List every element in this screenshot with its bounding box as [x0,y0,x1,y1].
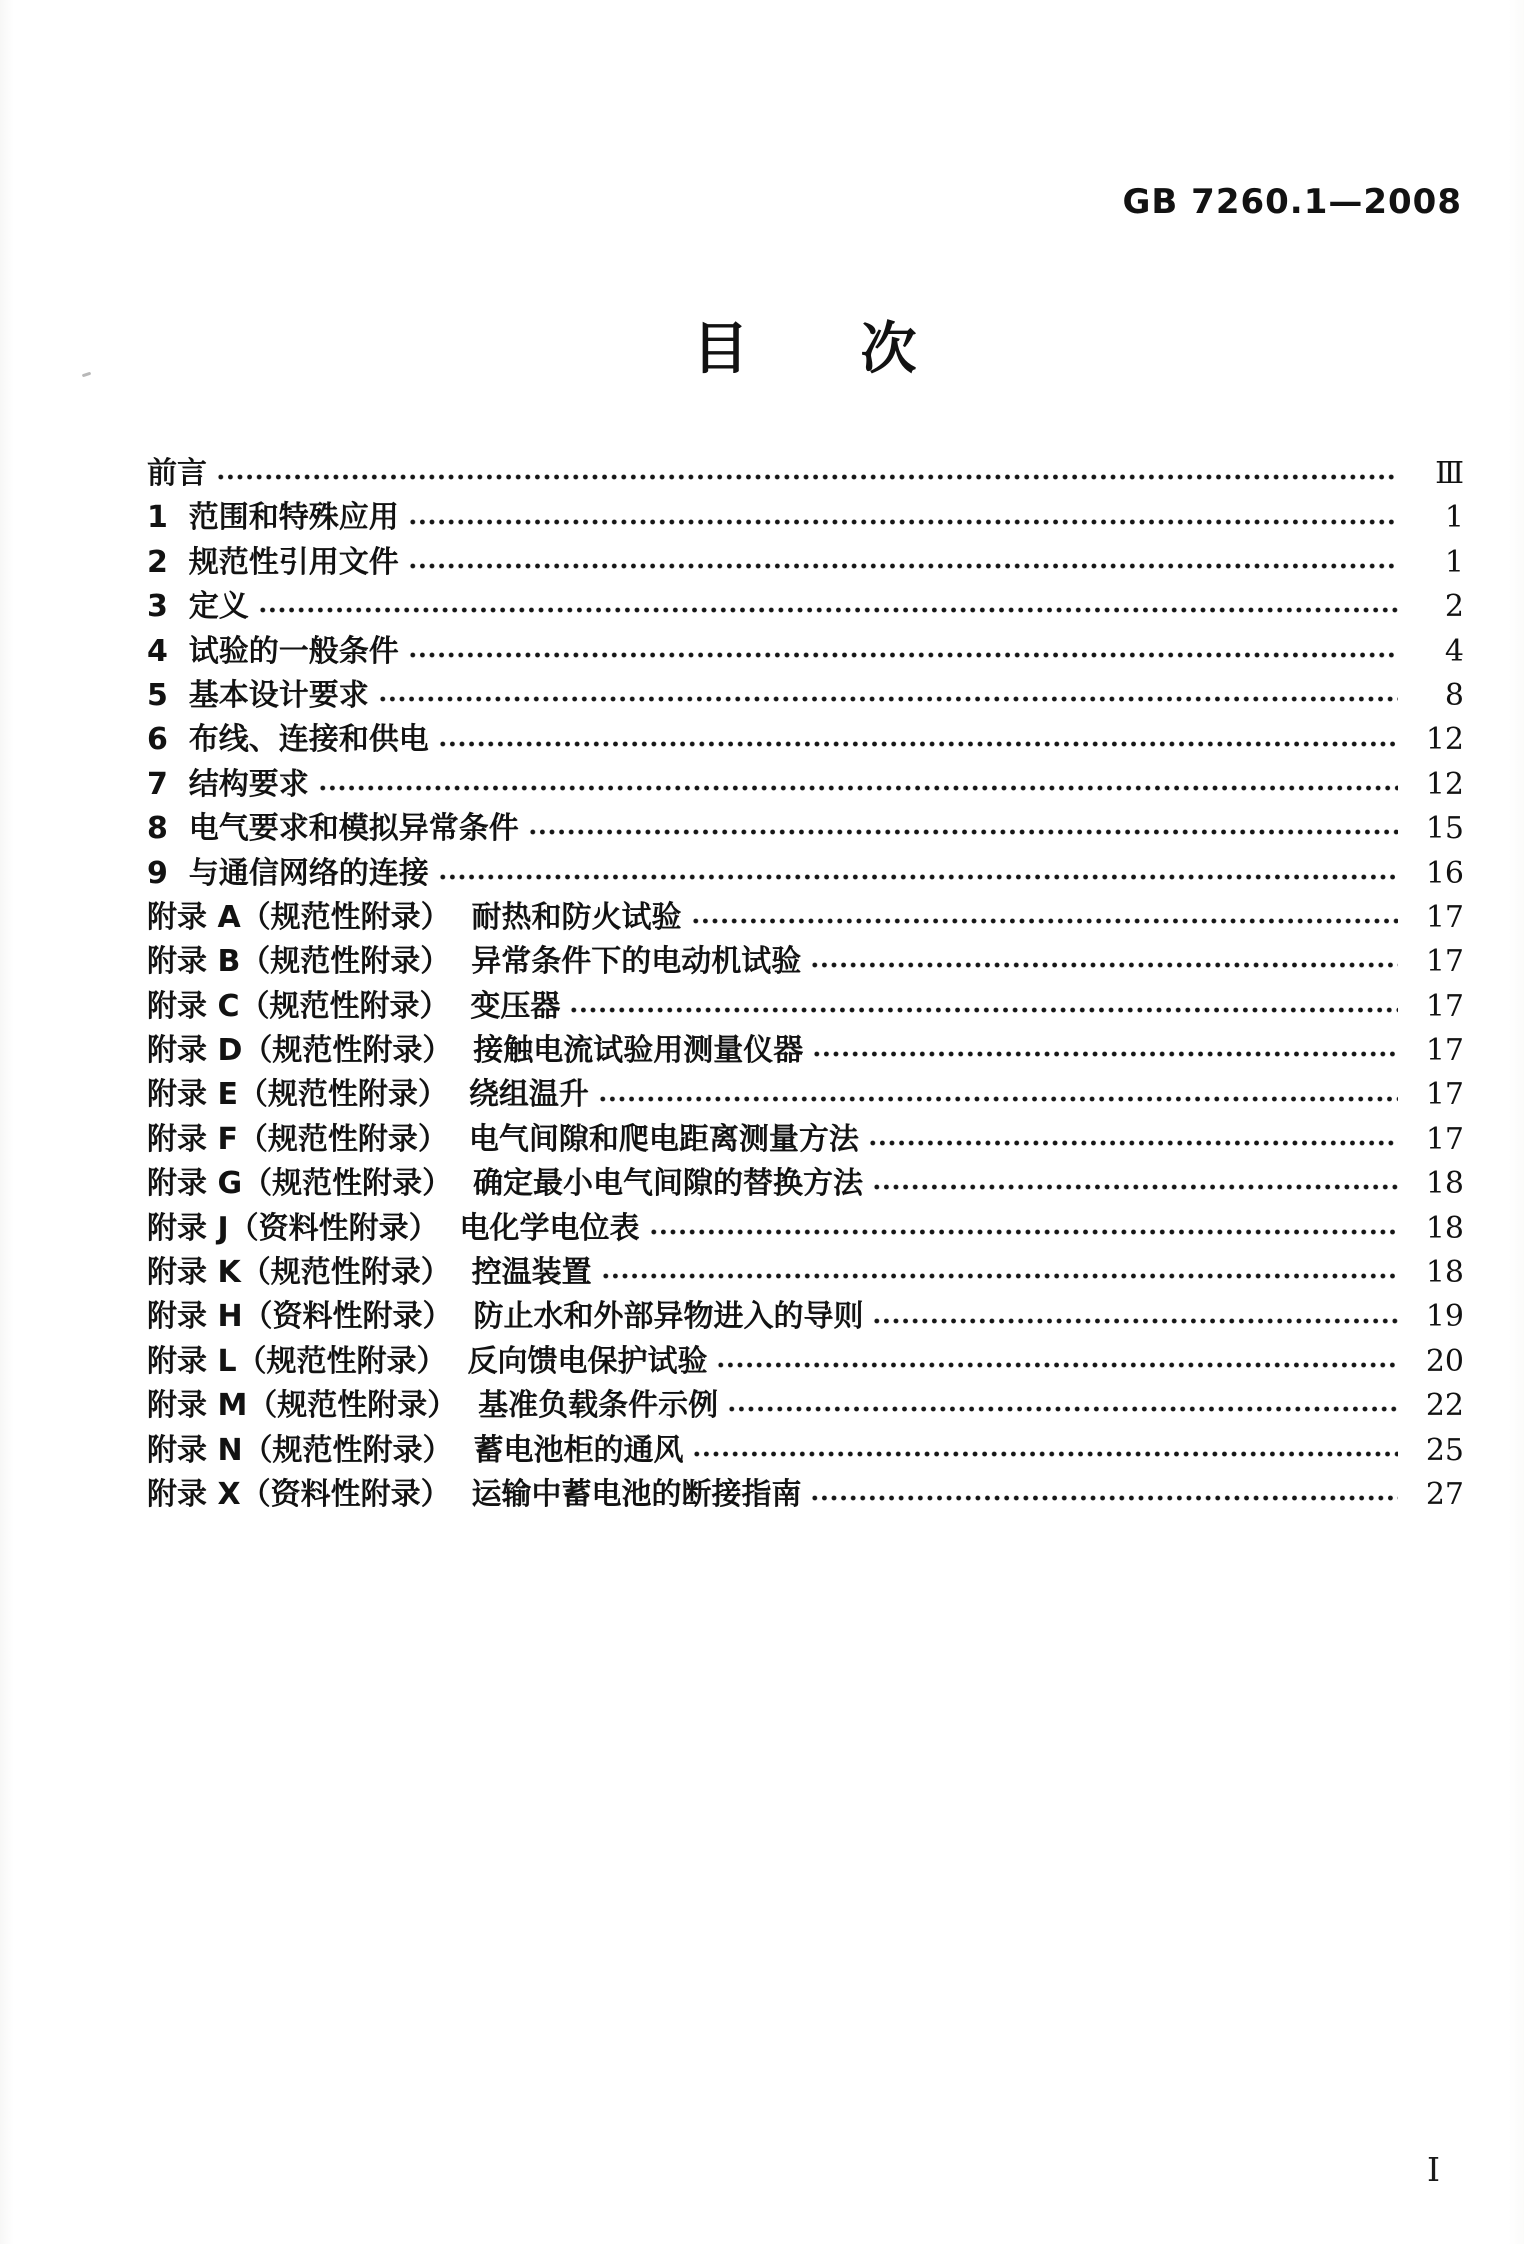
toc-leader-dots [408,561,1398,571]
toc-entry-label: 9 与通信网络的连接 [147,855,429,891]
toc-entry [147,1295,1464,1339]
toc-entry [147,1340,1464,1384]
toc-leader-dots [408,517,1398,527]
toc-entry [147,1429,1464,1473]
toc-leader-dots [601,1271,1398,1281]
toc-page-number: 12 [1425,722,1464,758]
toc-leader-dots [318,783,1398,793]
toc-entry-label: 2 规范性引用文件 [147,544,399,580]
toc-entry-label: 6 布线、连接和供电 [147,722,429,758]
toc-leader-dots [872,1316,1398,1326]
toc-entry-label: 附录 F（规范性附录） 电气间隙和爬电距离测量方法 [147,1121,859,1157]
toc-entry [147,541,1464,585]
toc-entry [147,940,1464,984]
toc-page-number: 1 [1444,500,1464,536]
toc-entry-label: 附录 E（规范性附录） 绕组温升 [147,1077,589,1113]
toc-page-number: 2 [1444,589,1464,625]
page-title: 目 次 [692,317,917,382]
toc-leader-dots [569,1005,1398,1015]
toc-page-number: 16 [1425,855,1464,891]
toc-entry [147,585,1464,629]
scan-artifact-mark [82,372,91,378]
toc-entry [147,1162,1464,1206]
toc-entry-label: 4 试验的一般条件 [147,633,399,669]
toc-entry [147,1207,1464,1251]
toc-leader-dots [258,605,1398,615]
toc-leader-dots [438,739,1398,749]
toc-page-number: Ⅲ [1435,456,1464,491]
standard-number-header: GB 7260.1—2008 [1122,182,1462,222]
toc-page-number: 18 [1425,1166,1464,1202]
toc-entry [147,1118,1464,1162]
toc-entry-label: 附录 X（资料性附录） 运输中蓄电池的断接指南 [147,1476,802,1512]
table-of-contents [147,452,1464,1517]
toc-entry [147,674,1464,718]
toc-leader-dots [872,1182,1398,1192]
toc-entry [147,496,1464,540]
toc-leader-dots [598,1094,1398,1104]
toc-entry [147,852,1464,896]
toc-page-number: 17 [1425,988,1464,1024]
toc-page-number: 17 [1425,1033,1464,1069]
footer-page-number: Ⅰ [1426,2150,1440,2189]
toc-leader-dots [868,1138,1398,1148]
toc-entry [147,1029,1464,1073]
toc-entry [147,1384,1464,1428]
toc-entry-label: 3 定义 [147,589,249,625]
toc-entry [147,985,1464,1029]
toc-page-number: 17 [1425,1077,1464,1113]
toc-entry [147,1473,1464,1517]
toc-leader-dots [716,1360,1398,1370]
toc-entry [147,896,1464,940]
toc-leader-dots [727,1404,1398,1414]
toc-leader-dots [810,960,1398,970]
toc-entry-label: 5 基本设计要求 [147,677,369,713]
toc-entry-label: 1 范围和特殊应用 [147,500,399,536]
toc-page-number: 17 [1425,944,1464,980]
toc-leader-dots [438,872,1398,882]
toc-entry [147,1251,1464,1295]
toc-entry-label: 附录 H（资料性附录） 防止水和外部异物进入的导则 [147,1299,864,1335]
toc-entry [147,763,1464,807]
toc-entry [147,630,1464,674]
toc-entry [147,718,1464,762]
toc-entry-label: 附录 K（规范性附录） 控温装置 [147,1255,592,1291]
toc-entry-label: 附录 N（规范性附录） 蓄电池柜的通风 [147,1432,684,1468]
toc-leader-dots [649,1227,1399,1237]
toc-entry-label: 附录 A（规范性附录） 耐热和防火试验 [147,899,682,935]
toc-entry-label: 附录 J（资料性附录） 电化学电位表 [147,1210,640,1246]
toc-leader-dots [378,694,1398,704]
toc-entry-label: 附录 M（规范性附录） 基准负载条件示例 [147,1388,719,1424]
toc-leader-dots [691,916,1398,926]
toc-entry [147,1073,1464,1117]
toc-entry-label: 附录 L（规范性附录） 反向馈电保护试验 [147,1343,708,1379]
toc-leader-dots [408,650,1398,660]
toc-entry-label: 附录 C（规范性附录） 变压器 [147,988,561,1024]
toc-page-number: 19 [1425,1299,1464,1335]
toc-page-number: 18 [1425,1210,1464,1246]
toc-page-number: 17 [1425,1121,1464,1157]
toc-leader-dots [216,472,1398,482]
toc-entry-label: 附录 D（规范性附录） 接触电流试验用测量仪器 [147,1033,804,1069]
toc-leader-dots [528,827,1398,837]
toc-page-number: 1 [1444,544,1464,580]
toc-entry [147,452,1464,496]
toc-leader-dots [810,1493,1398,1503]
toc-page-number: 27 [1425,1476,1464,1512]
toc-entry-label: 前言 [147,456,207,491]
toc-entry [147,807,1464,851]
toc-entry-label: 8 电气要求和模拟异常条件 [147,811,519,847]
toc-page-number: 15 [1425,811,1464,847]
toc-page-number: 18 [1425,1255,1464,1291]
toc-page-number: 25 [1425,1432,1464,1468]
toc-page-number: 17 [1425,899,1464,935]
toc-page-number: 4 [1444,633,1464,669]
toc-entry-label: 附录 B（规范性附录） 异常条件下的电动机试验 [147,944,802,980]
toc-page-number: 22 [1425,1388,1464,1424]
toc-entry-label: 附录 G（规范性附录） 确定最小电气间隙的替换方法 [147,1166,863,1202]
toc-leader-dots [692,1449,1398,1459]
toc-page-number: 8 [1444,677,1464,713]
toc-page-number: 20 [1425,1343,1464,1379]
toc-entry-label: 7 结构要求 [147,766,309,802]
toc-leader-dots [812,1049,1398,1059]
toc-page-number: 12 [1425,766,1464,802]
